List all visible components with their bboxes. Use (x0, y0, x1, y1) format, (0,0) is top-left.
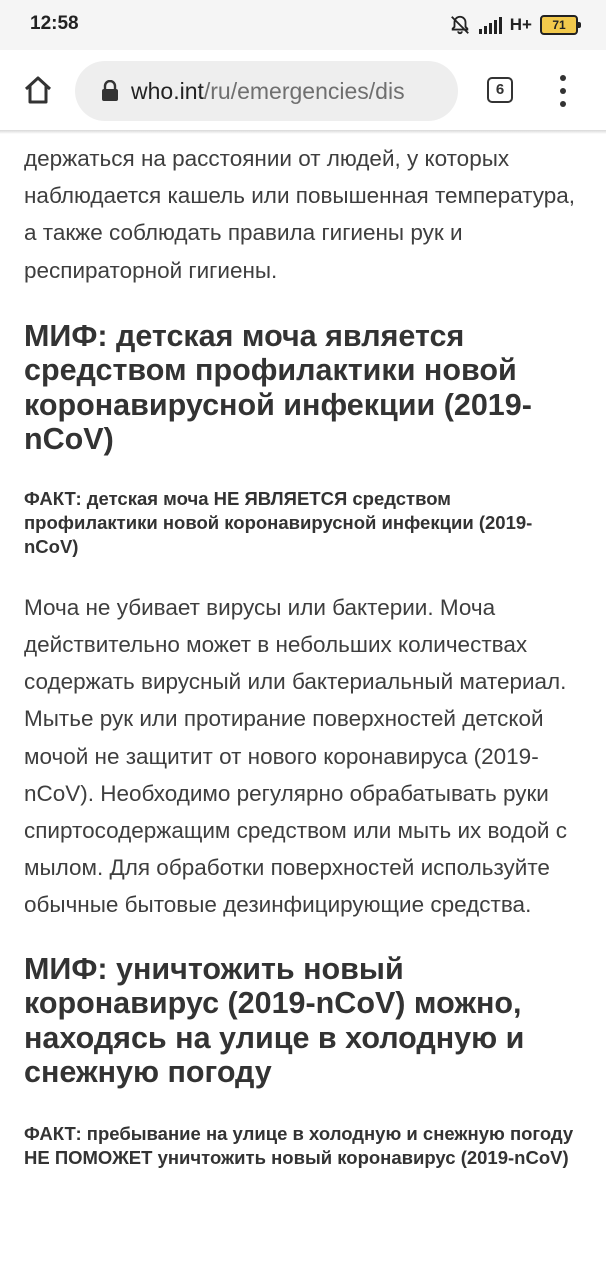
tab-switcher-button[interactable] (487, 77, 513, 103)
intro-paragraph: держаться на расстоянии от людей, у которых наблюдается кашель или повышенная температура, а также соблюдать правила гигиены рук и респираторной гигиены. (24, 146, 576, 283)
menu-dot-icon (560, 101, 566, 107)
url-text (131, 78, 405, 105)
fact-cold-weather: ФАКТ: пребывание на улице в холодную и снежную погоду НЕ ПОМОЖЕТ уничтожить новый коронавирус (2019-nCoV) (24, 1122, 574, 1168)
lock-icon (101, 80, 119, 102)
article-content (24, 135, 584, 1170)
address-bar[interactable] (75, 61, 458, 121)
body-child-urine: Моча не убивает вирусы или бактерии. Моча действительно может в небольших количествах содержать вирусный или бактериальный материал. Мытье рук или протирание поверхностей детской мочой не защитит от нового коронавируса (2019-nCoV). Необходимо регулярно обрабатывать руки спиртосодержащим средством или мыть их водой с мылом. Для обработки поверхностей используйте обычные бытовые дезинфицирующие средства. (24, 594, 567, 918)
status-icons (449, 13, 578, 37)
toolbar-divider (0, 130, 606, 134)
home-icon (22, 74, 54, 106)
notifications-muted-icon (449, 14, 471, 36)
battery-level: 71 (552, 18, 566, 32)
menu-dot-icon (560, 88, 566, 94)
network-type: H+ (509, 15, 532, 34)
url-path: /ru/emergencies/dis (203, 77, 405, 104)
battery-icon (540, 15, 578, 35)
more-options-button[interactable] (556, 75, 570, 107)
status-bar (0, 0, 606, 50)
home-button[interactable] (18, 70, 58, 110)
url-domain: who.int (131, 77, 204, 104)
menu-dot-icon (560, 75, 566, 81)
myth-heading-child-urine: МИФ: детская моча является средством профилактики новой коронавирусной инфекции (2019-nCoV) (24, 318, 532, 457)
browser-toolbar (0, 50, 606, 132)
status-time: 12:58 (30, 13, 79, 34)
myth-heading-cold-weather: МИФ: уничтожить новый коронавирус (2019-nCoV) можно, находясь на улице в холодную и снежную погоду (24, 951, 525, 1090)
fact-child-urine: ФАКТ: детская моча НЕ ЯВЛЯЕТСЯ средством профилактики новой коронавирусной инфекции (2019-nCoV) (24, 487, 533, 557)
signal-strength-icon (479, 16, 502, 34)
tab-count: 6 (495, 81, 505, 98)
